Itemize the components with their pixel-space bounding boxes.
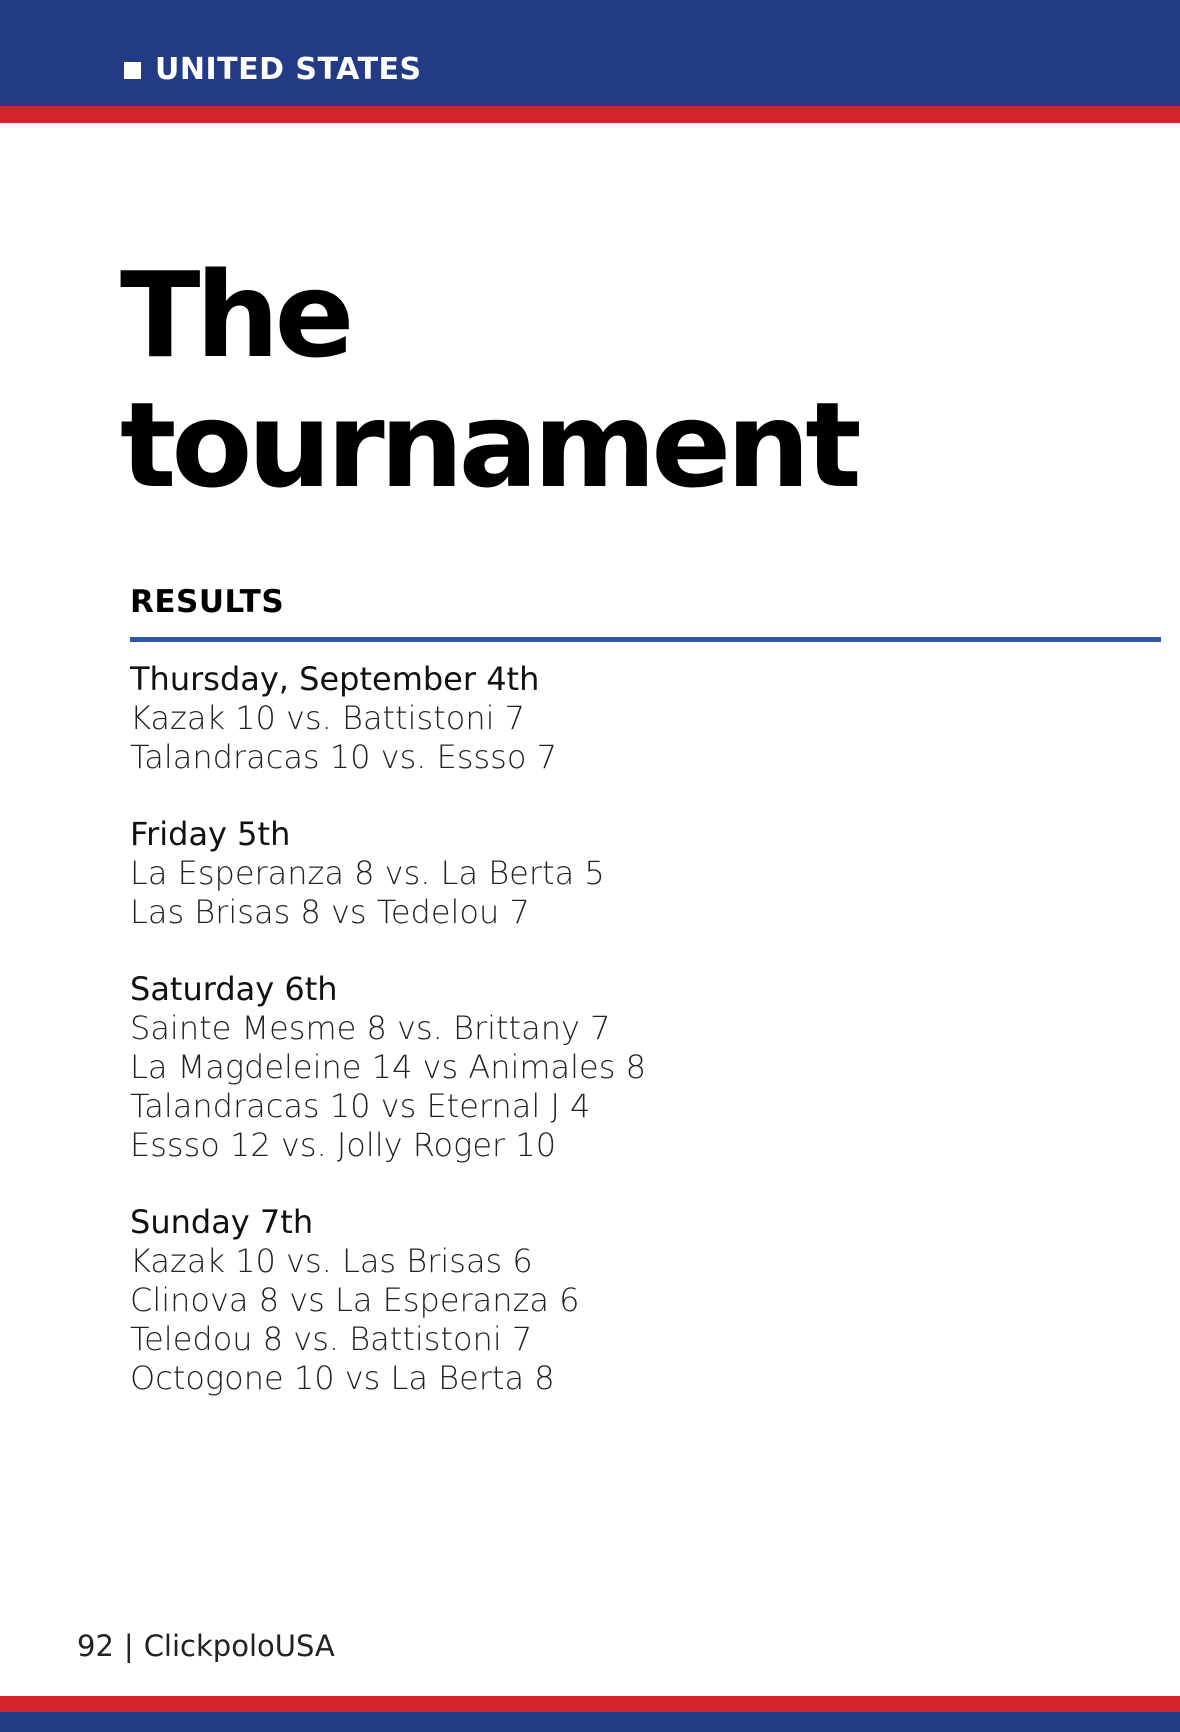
results-divider [130,637,1161,642]
section-label: UNITED STATES [155,52,422,87]
footer-separator: | [123,1629,134,1663]
page-number: 92 [77,1629,114,1663]
day-title: Friday 5th [130,815,291,853]
page-title-line-1: The [120,246,350,384]
match-result: Essso 12 vs. Jolly Roger 10 [130,1126,557,1164]
match-result: Kazak 10 vs. Battistoni 7 [130,699,526,737]
match-result: Kazak 10 vs. Las Brisas 6 [130,1242,533,1280]
page-title [120,246,857,514]
match-result: Sainte Mesme 8 vs. Brittany 7 [130,1009,611,1047]
section-tag [124,52,422,88]
day-group-thursday [130,660,1130,777]
day-title: Saturday 6th [130,970,338,1008]
page-footer [77,1628,335,1664]
day-group-saturday [130,970,1130,1165]
day-title: Thursday, September 4th [130,660,540,698]
publication-name: ClickpoloUSA [143,1629,335,1663]
square-bullet-icon [124,62,141,79]
day-group-friday [130,815,1130,932]
header-red-stripe [0,106,1180,123]
match-result: Las Brisas 8 vs Tedelou 7 [130,893,530,931]
day-group-sunday [130,1203,1130,1398]
match-result: Talandracas 10 vs Eternal J 4 [130,1087,591,1125]
match-result: Clinova 8 vs La Esperanza 6 [130,1281,580,1319]
match-result: Octogone 10 vs La Berta 8 [130,1359,555,1397]
footer-band [0,1712,1180,1732]
match-result: Talandracas 10 vs. Essso 7 [130,738,557,776]
results-heading: RESULTS [130,584,285,620]
match-result: La Magdeleine 14 vs Animales 8 [130,1048,646,1086]
results-list [130,660,1130,1436]
page-title-line-2: tournament [120,376,857,514]
day-title: Sunday 7th [130,1203,314,1241]
footer-red-stripe [0,1696,1180,1712]
match-result: Teledou 8 vs. Battistoni 7 [130,1320,533,1358]
match-result: La Esperanza 8 vs. La Berta 5 [130,854,605,892]
